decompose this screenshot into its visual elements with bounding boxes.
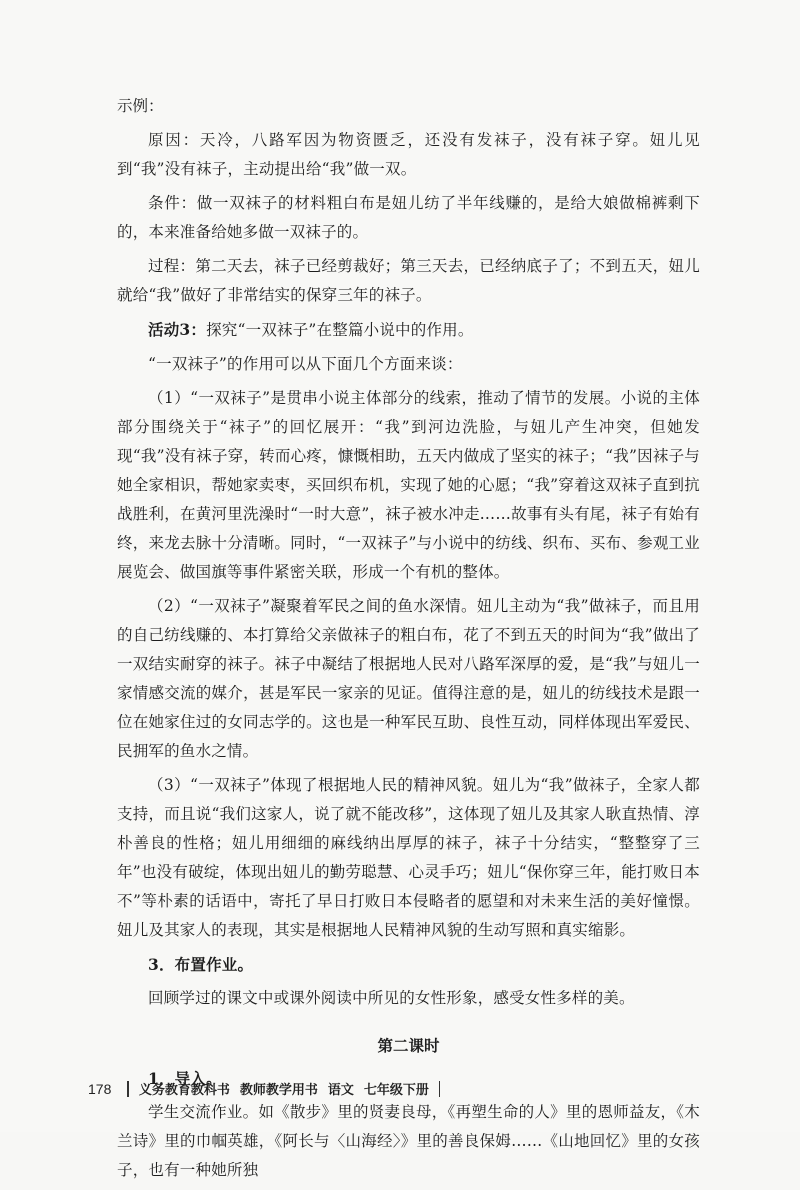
intro-line: “一双袜子”的作用可以从下面几个方面来谈： (148, 355, 463, 373)
footer-book-title: 义务教育教科书 (138, 1083, 230, 1098)
lead-in-label: 1．导入。 (148, 1069, 222, 1088)
homework-text: 回顾学过的课文中或课外阅读中所见的女性形象，感受女性多样的美。 (148, 989, 635, 1007)
paragraph-process: 过程：第二天去，袜子已经剪裁好；第三天去，已经纳底子了；不到五天，妞儿就给“我”做好了非常结实的保穿三年的袜子。 (117, 257, 700, 304)
point-1: （1）“一双袜子”是贯串小说主体部分的线索，推动了情节的发展。小说的主体部分围绕关于“袜子”的回忆展开：“我”到河边洗脸，与妞儿产生冲突，但她发现“我”没有袜子穿，转而心疼，慷慨相助，五天内做成了坚实的袜子；“我”因袜子与她全家相识，帮她家卖枣，买回织布机，实现了她的心愿；“我”穿着这双袜子直到抗战胜利，在黄河里洗澡时“一时大意”，袜子被水冲走……故事有头有尾，袜子有始有终，来龙去脉十分清晰。同时，“一双袜子”与小说中的纺线、织布、买布、参观工业展览会、做国旗等事件紧密关联，形成一个有机的整体。 (117, 389, 700, 581)
footer-divider-end (439, 1081, 441, 1097)
point-3: （3）“一双袜子”体现了根据地人民的精神风貌。妞儿为“我”做袜子，全家人都支持，而且说“我们这家人，说了就不能改移”，这体现了妞儿及其家人耿直热情、淳朴善良的性格；妞儿用细细的麻线纳出厚厚的袜子，袜子十分结实，“整整穿了三年”也没有破绽，体现出妞儿的勤劳聪慧、心灵手巧；妞儿“保你穿三年，能打败日本不”等朴素的话语中，寄托了早日打败日本侵略者的愿望和对未来生活的美好憧憬。妞儿及其家人的表现，其实是根据地人民精神风貌的生动写照和真实缩影。 (117, 776, 700, 939)
page-number: 178 (88, 1080, 112, 1097)
paragraph-reason: 原因：天冷，八路军因为物资匮乏，还没有发袜子，没有袜子穿。妞儿见到“我”没有袜子，主动提出给“我”做一双。 (117, 131, 700, 178)
lead-in-text: 学生交流作业。如《散步》里的贤妻良母，《再塑生命的人》里的恩师益友，《木兰诗》里的巾帼英雄，《阿长与〈山海经〉》里的善良保姆……《山地回忆》里的女孩子，也有一种她所独 (117, 1103, 700, 1179)
homework-label: 3．布置作业。 (148, 955, 254, 974)
footer-subject: 语文 (327, 1083, 354, 1098)
activity3-text: 探究“一双袜子”在整篇小说中的作用。 (206, 321, 474, 339)
section-title: 第二课时 (377, 1036, 440, 1055)
footer-divider (127, 1081, 129, 1097)
activity3-line (117, 315, 700, 345)
footer-grade: 七年级下册 (363, 1083, 429, 1098)
page-body (117, 92, 700, 1190)
paragraph-condition: 条件：做一双袜子的材料粗白布是妞儿纺了半年线赚的，是给大娘做棉裤剩下的，本来准备给她多做一双袜子的。 (117, 194, 700, 241)
point-2: （2）“一双袜子”凝聚着军民之间的鱼水深情。妞儿主动为“我”做袜子，而且用的自己纺线赚的、本打算给父亲做袜子的粗白布，花了不到五天的时间为“我”做出了一双结实耐穿的袜子。袜子中凝结了根据地人民对八路军深厚的爱，是“我”与妞儿一家情感交流的媒介，甚是军民一家亲的见证。值得注意的是，妞儿的纺线技术是跟一位在她家住过的女同志学的。这也是一种军民互助、良性互动，同样体现出军爱民、民拥军的鱼水之情。 (117, 597, 700, 760)
example-label: 示例： (117, 97, 164, 115)
activity3-label: 活动3： (148, 320, 207, 339)
footer-book-info (139, 1079, 429, 1098)
page-footer (88, 1079, 440, 1098)
footer-book-type: 教师教学用书 (239, 1083, 318, 1098)
